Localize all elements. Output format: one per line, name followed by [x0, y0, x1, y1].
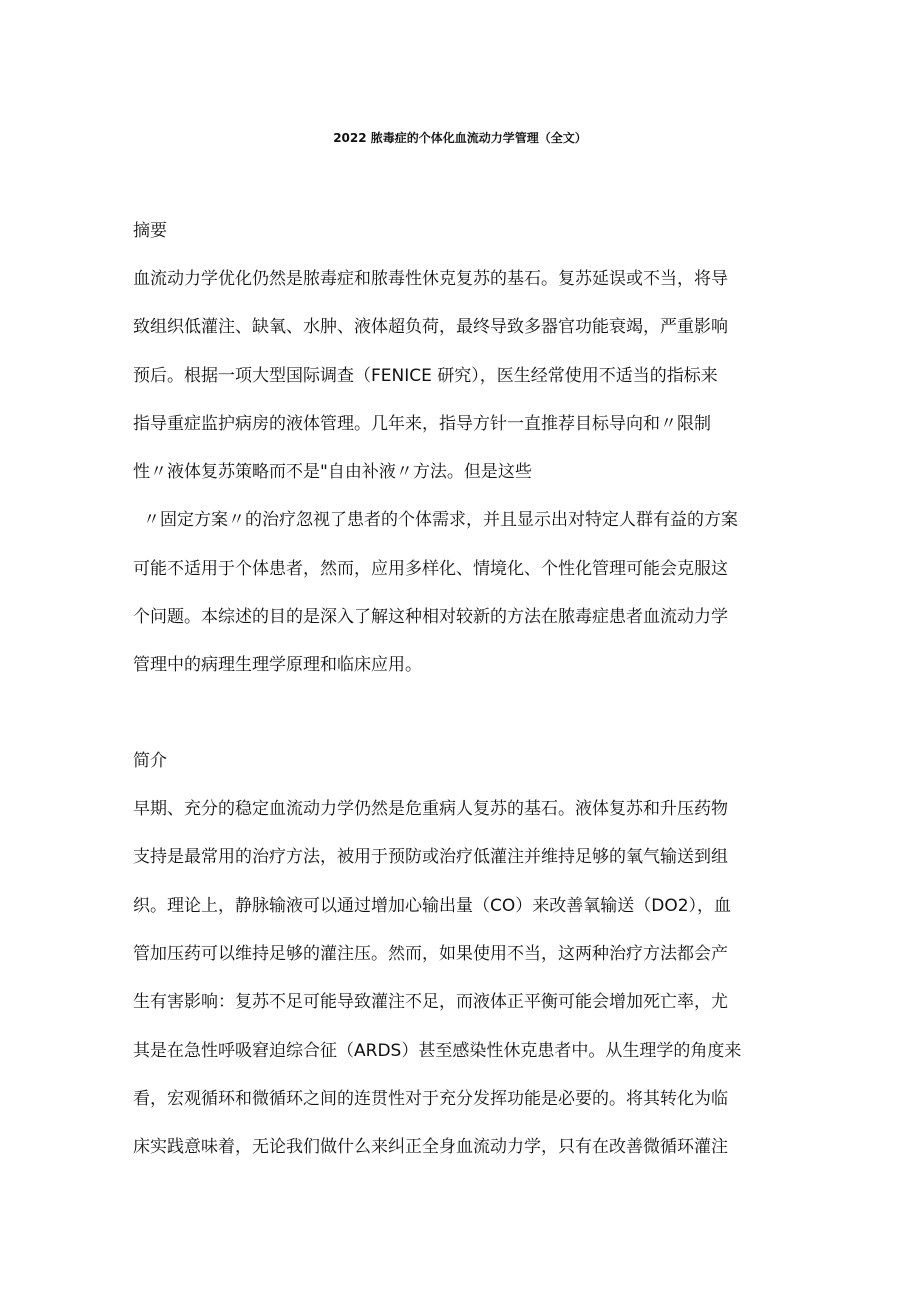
- abstract-line: 指导重症监护病房的液体管理。几年来，指导方针一直推荐目标导向和〃限制: [133, 414, 711, 434]
- abstract-line: 〃固定方案〃的治疗忽视了患者的个体需求，并且显示出对特定人群有益的方案: [143, 510, 738, 530]
- abstract-line: 个问题。本综述的目的是深入了解这种相对较新的方法在脓毒症患者血流动力学: [133, 607, 728, 627]
- intro-line: 织。理论上，静脉输液可以通过增加心输出量（CO）来改善氧输送（DO2），血: [133, 896, 732, 916]
- intro-line: 管加压药可以维持足够的灌注压。然而，如果使用不当，这两种治疗方法都会产: [133, 944, 728, 964]
- abstract-line: 性〃液体复苏策略而不是"自由补液〃方法。但是这些: [133, 462, 532, 482]
- intro-heading: 简介: [133, 751, 167, 771]
- abstract-heading: 摘要: [133, 221, 167, 241]
- intro-line: 早期、充分的稳定血流动力学仍然是危重病人复苏的基石。液体复苏和升压药物: [133, 799, 728, 819]
- intro-line: 其是在急性呼吸窘迫综合征（ARDS）甚至感染性休克患者中。从生理学的角度来: [133, 1041, 742, 1061]
- abstract-line: 致组织低灌注、缺氧、水肿、液体超负荷，最终导致多器官功能衰竭，严重影响: [133, 317, 728, 337]
- intro-line: 生有害影响：复苏不足可能导致灌注不足，而液体正平衡可能会增加死亡率，尤: [133, 992, 728, 1012]
- document-title: 2022 脓毒症的个体化血流动力学管理（全文）: [333, 131, 587, 145]
- abstract-line: 可能不适用于个体患者，然而，应用多样化、情境化、个性化管理可能会克服这: [133, 559, 728, 579]
- abstract-line: 管理中的病理生理学原理和临床应用。: [133, 655, 422, 675]
- intro-line: 看，宏观循环和微循环之间的连贯性对于充分发挥功能是必要的。将其转化为临: [133, 1089, 728, 1109]
- intro-line: 支持是最常用的治疗方法，被用于预防或治疗低灌注并维持足够的氧气输送到组: [133, 847, 728, 867]
- intro-line: 床实践意味着，无论我们做什么来纠正全身血流动力学，只有在改善微循环灌注: [133, 1137, 728, 1157]
- abstract-line: 血流动力学优化仍然是脓毒症和脓毒性休克复苏的基石。复苏延误或不当，将导: [133, 269, 728, 289]
- abstract-line: 预后。根据一项大型国际调查（FENICE 研究），医生经常使用不适当的指标来: [133, 366, 718, 386]
